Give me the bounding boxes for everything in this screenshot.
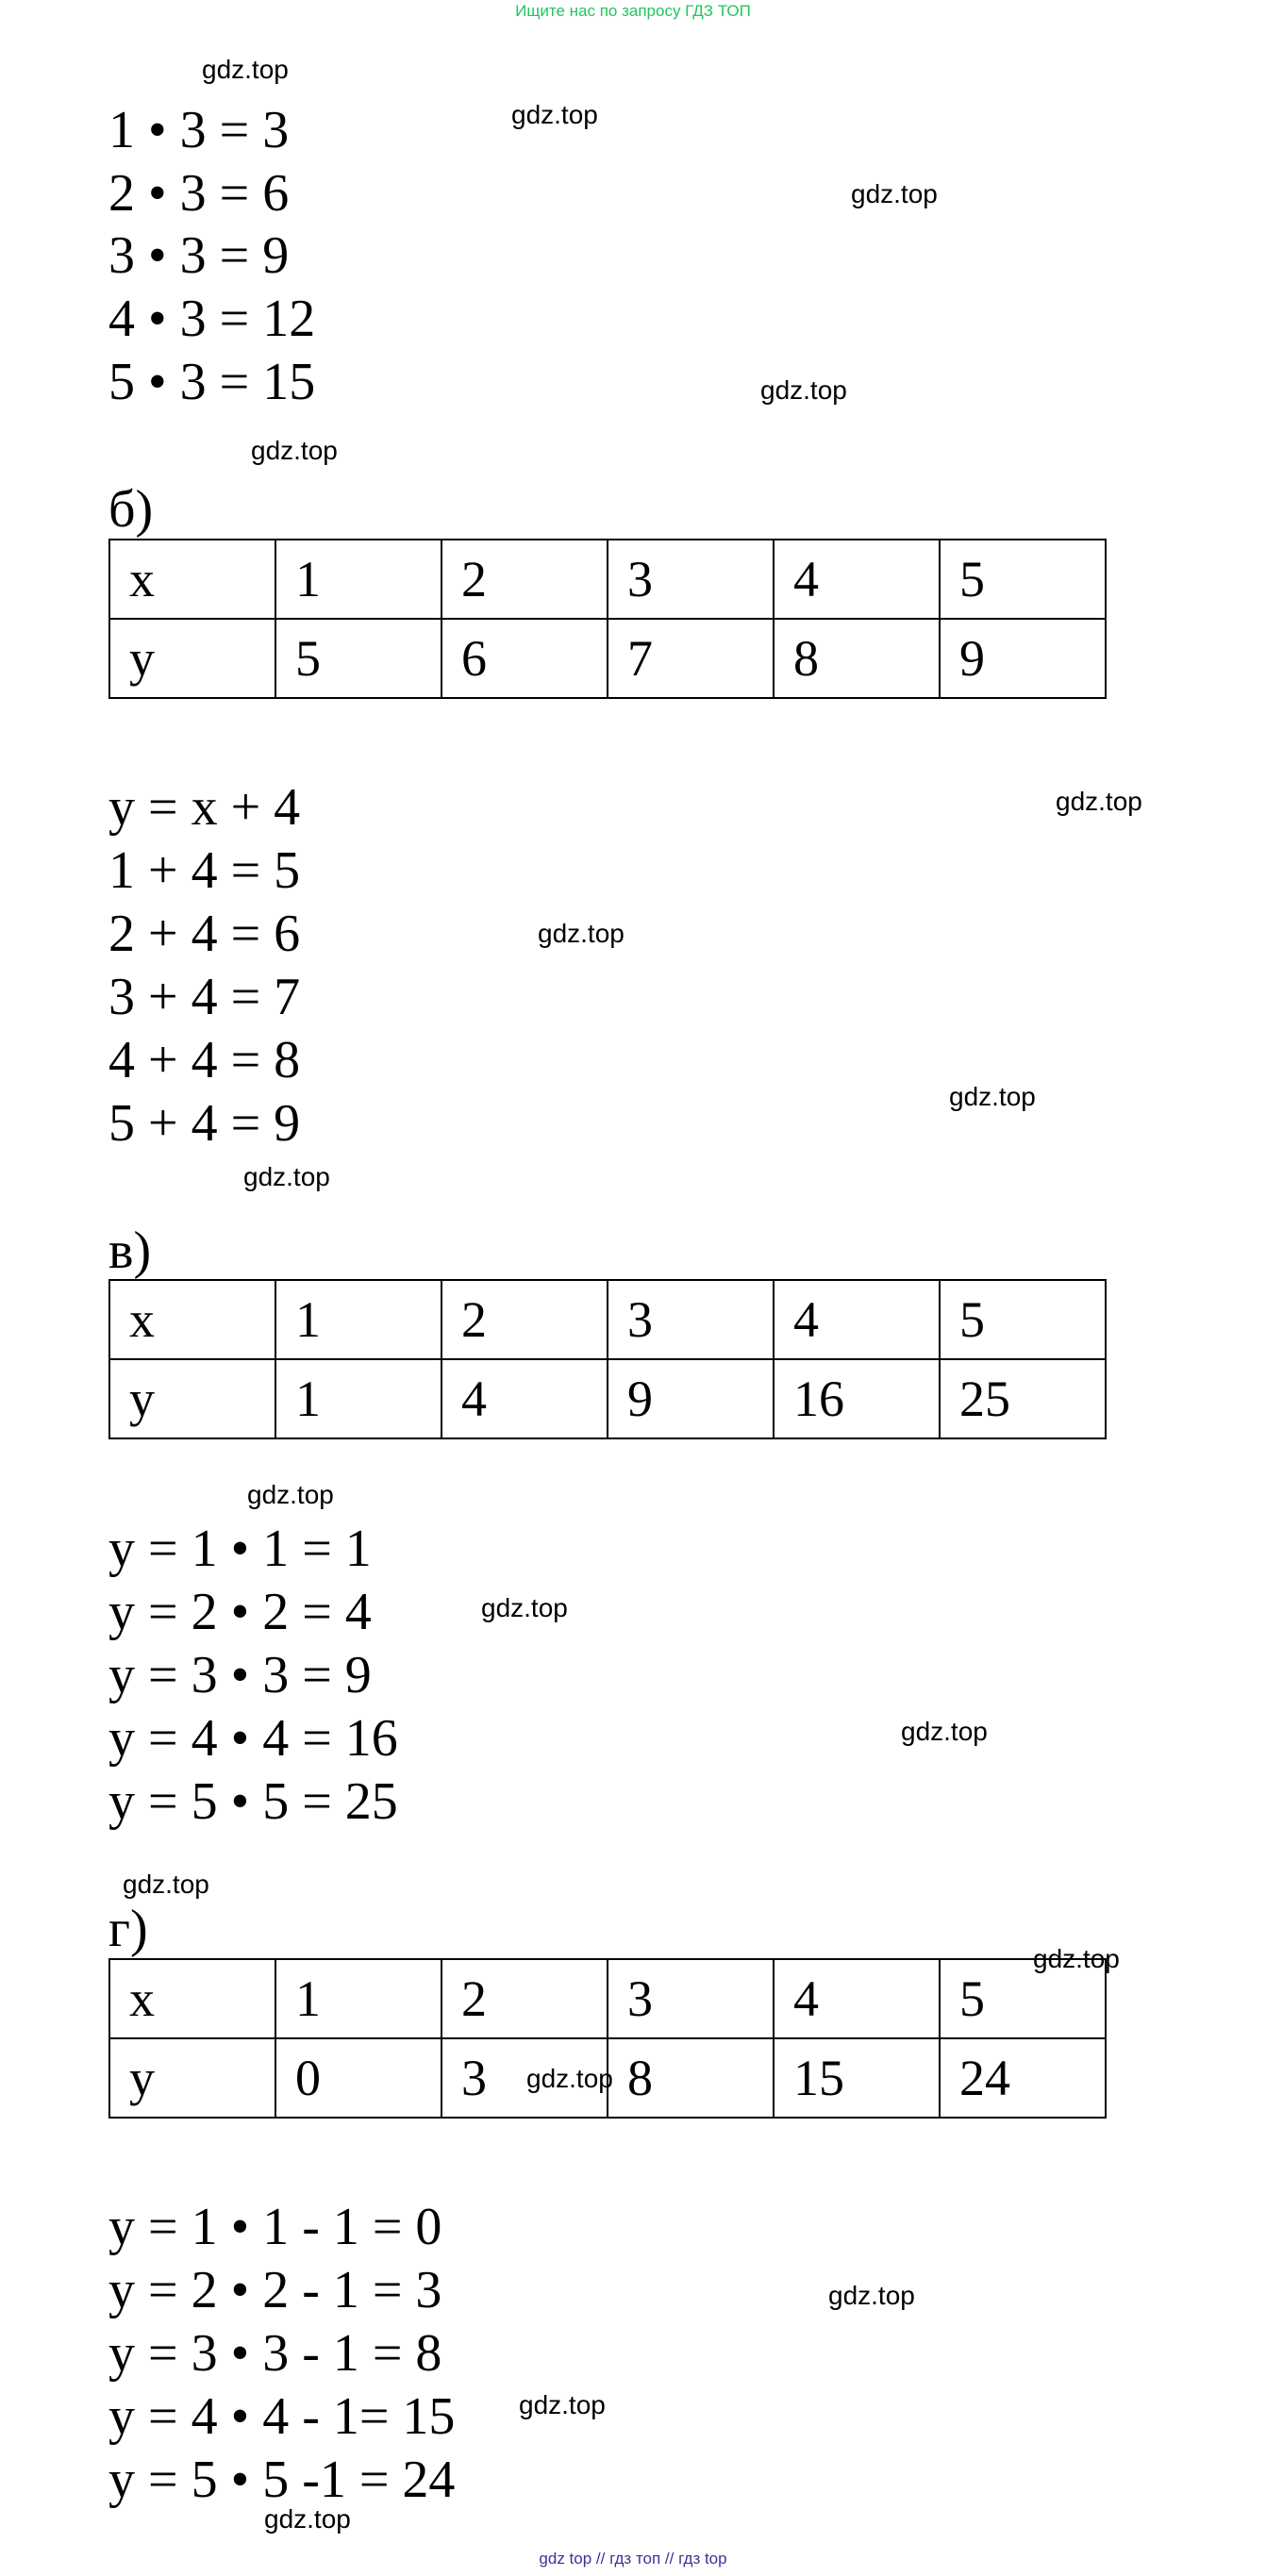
equation-line: 2 + 4 = 6	[108, 905, 301, 963]
equation-line: 4 • 3 = 12	[108, 290, 316, 348]
watermark: gdz.top	[526, 2064, 613, 2093]
equation-line: y = 1 • 1 = 1	[108, 1520, 372, 1578]
table-row	[109, 1359, 1106, 1438]
watermark: gdz.top	[901, 1717, 988, 1746]
equation-line: 1 + 4 = 5	[108, 841, 301, 900]
table-cell: 2	[441, 1280, 608, 1359]
equation-line: 3 • 3 = 9	[108, 226, 290, 285]
section-label-v: в)	[108, 1222, 152, 1280]
table-cell: 5	[940, 1280, 1106, 1359]
table-cell: y	[109, 2038, 275, 2118]
equation-line: y = 3 • 3 - 1 = 8	[108, 2324, 442, 2383]
table-cell: 4	[774, 540, 940, 619]
watermark: gdz.top	[949, 1082, 1036, 1111]
table-cell: y	[109, 619, 275, 698]
equation-line: y = 4 • 4 - 1= 15	[108, 2387, 456, 2446]
values-table-b	[108, 539, 1107, 699]
section-label-b: б)	[108, 480, 154, 539]
table-cell: 9	[608, 1359, 774, 1438]
watermark: gdz.top	[760, 375, 847, 405]
table-cell: 4	[441, 1359, 608, 1438]
table-cell: 1	[275, 1359, 441, 1438]
table-cell: 2	[441, 1959, 608, 2038]
equation-line: y = 4 • 4 = 16	[108, 1709, 398, 1768]
table-cell: x	[109, 1959, 275, 2038]
watermark: gdz.top	[264, 2504, 351, 2534]
values-table-v	[108, 1279, 1107, 1439]
equation-line: y = x + 4	[108, 778, 301, 837]
watermark: gdz.top	[538, 919, 625, 948]
table-cell: x	[109, 540, 275, 619]
equation-line: y = 3 • 3 = 9	[108, 1646, 372, 1704]
equation-line: 4 + 4 = 8	[108, 1031, 301, 1089]
table-cell: 8	[608, 2038, 774, 2118]
table-cell: 25	[940, 1359, 1106, 1438]
watermark: gdz.top	[247, 1480, 334, 1509]
table-cell: 16	[774, 1359, 940, 1438]
table-cell: 2	[441, 540, 608, 619]
table-row	[109, 1280, 1106, 1359]
table-cell: x	[109, 1280, 275, 1359]
watermark: gdz.top	[828, 2281, 915, 2310]
equation-line: 5 + 4 = 9	[108, 1094, 301, 1153]
table-cell: 5	[940, 540, 1106, 619]
table-cell: 5	[940, 1959, 1106, 2038]
watermark: gdz.top	[851, 179, 938, 208]
table-cell: 24	[940, 2038, 1106, 2118]
table-cell: 7	[608, 619, 774, 698]
table-cell: y	[109, 1359, 275, 1438]
table-row	[109, 619, 1106, 698]
watermark: gdz.top	[123, 1870, 209, 1899]
watermark: gdz.top	[243, 1162, 330, 1191]
table-cell: 3	[441, 2038, 608, 2118]
table-cell: 5	[275, 619, 441, 698]
table-cell: 1	[275, 1959, 441, 2038]
table-cell: 4	[774, 1959, 940, 2038]
table-cell: 9	[940, 619, 1106, 698]
watermark: gdz.top	[519, 2390, 606, 2419]
table-cell: 6	[441, 619, 608, 698]
top-banner[interactable]: Ищите нас по запросу ГДЗ ТОП	[515, 2, 751, 20]
table-cell: 15	[774, 2038, 940, 2118]
table-cell: 4	[774, 1280, 940, 1359]
table-row	[109, 1959, 1106, 2038]
equation-line: y = 1 • 1 - 1 = 0	[108, 2198, 442, 2256]
footer-links[interactable]: gdz top // гдз топ // гдз top	[539, 2550, 727, 2568]
watermark: gdz.top	[481, 1593, 568, 1622]
watermark: gdz.top	[511, 100, 598, 129]
table-cell: 8	[774, 619, 940, 698]
table-cell: 0	[275, 2038, 441, 2118]
equation-line: 3 + 4 = 7	[108, 968, 301, 1026]
equation-line: y = 5 • 5 -1 = 24	[108, 2451, 456, 2509]
table-cell: 3	[608, 1280, 774, 1359]
table-cell: 3	[608, 1959, 774, 2038]
equation-line: y = 5 • 5 = 25	[108, 1772, 398, 1831]
equation-line: 2 • 3 = 6	[108, 164, 290, 223]
section-label-g: г)	[108, 1900, 148, 1958]
watermark: gdz.top	[1056, 787, 1142, 816]
table-cell: 1	[275, 540, 441, 619]
table-row	[109, 540, 1106, 619]
values-table-g	[108, 1958, 1107, 2119]
watermark: gdz.top	[202, 55, 289, 84]
watermark: gdz.top	[1033, 1944, 1120, 1973]
table-cell: 3	[608, 540, 774, 619]
equation-line: y = 2 • 2 = 4	[108, 1583, 372, 1641]
table-cell: 1	[275, 1280, 441, 1359]
equation-line: 1 • 3 = 3	[108, 101, 290, 159]
watermark: gdz.top	[251, 436, 338, 465]
equation-line: y = 2 • 2 - 1 = 3	[108, 2261, 442, 2319]
equation-line: 5 • 3 = 15	[108, 353, 316, 411]
